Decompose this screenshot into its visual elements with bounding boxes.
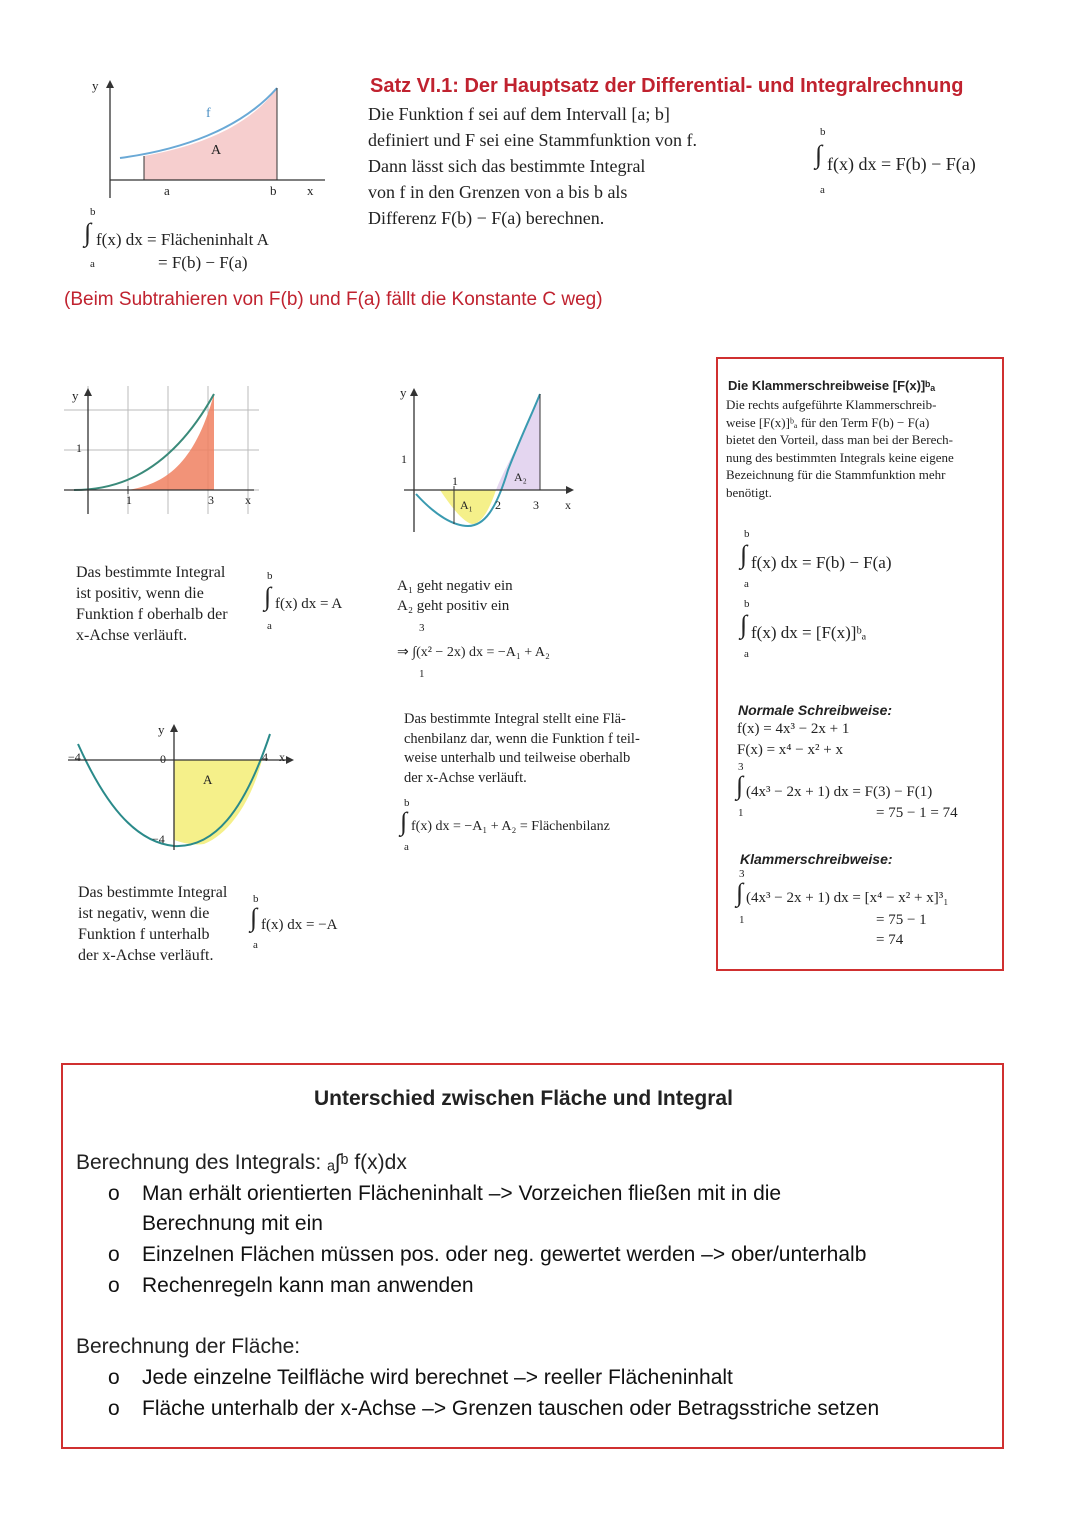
integral-sign: ∫: [264, 582, 272, 611]
integral-sign: ∫: [740, 610, 748, 639]
lower-limit: a: [253, 939, 258, 951]
upper-limit: b: [404, 797, 410, 809]
mixed-formula: [397, 622, 597, 680]
positive-line: Funktion f oberhalb der: [76, 606, 228, 623]
theorem-line: von f in den Grenzen von a bis b als: [368, 182, 628, 202]
bilanz-formula: [400, 797, 680, 855]
mixed-text: [397, 576, 513, 616]
constant-note: (Beim Subtrahieren von F(b) und F(a) fällt die Konstante C weg): [64, 289, 603, 310]
negative-formula: [250, 893, 360, 953]
graph-negative: [64, 722, 304, 854]
negative-line: Funktion f unterhalb: [78, 926, 210, 943]
integral-line2: = F(b) − F(a): [158, 253, 248, 272]
graph4-A-label: A: [203, 772, 213, 787]
graph-positive: [64, 386, 259, 514]
bracket-line: nung des bestimmten Integrals keine eigene: [726, 449, 954, 465]
upper-limit: 3: [738, 761, 744, 773]
bilanz-line: der x-Achse verläuft.: [404, 769, 527, 786]
bracket-line: Bezeichnung für die Stammfunktion mehr: [726, 467, 946, 482]
lower-limit: a: [90, 258, 95, 270]
integral-bullet: o Man erhält orientierten Flächeninhalt –> Vorzeichen fließen mit in die: [108, 1182, 782, 1205]
upper-limit: 3: [739, 868, 745, 880]
bracket-f2: f(x) dx = [F(x)]ᵇₐ: [751, 623, 867, 642]
theorem-line: Dann lässt sich das bestimmte Integral: [368, 156, 646, 176]
graph1-f-label: f: [206, 106, 211, 121]
upper-limit: b: [267, 570, 273, 582]
normal-f: f(x) = 4x³ − 2x + 1: [737, 721, 850, 737]
graph4-x-label: x: [279, 750, 285, 764]
bracket-f1: f(x) dx = F(b) − F(a): [751, 553, 892, 572]
lower-limit: a: [267, 620, 272, 632]
mixed-line1: A₁ geht negativ ein: [397, 578, 513, 594]
area-bullet: o Jede einzelne Teilfläche wird berechnet –> reeller Flächeninhalt: [108, 1366, 733, 1389]
graph3-tick-3: 3: [533, 498, 539, 512]
difference-title: Unterschied zwischen Fläche und Integral: [314, 1087, 733, 1110]
bilanz-formula-text: f(x) dx = −A₁ + A₂ = Flächenbilanz: [411, 819, 610, 834]
normal-F: F(x) = x⁴ − x² + x: [737, 742, 843, 758]
lower-limit: 1: [739, 914, 745, 926]
positive-line: x-Achse verläuft.: [76, 627, 188, 644]
normal-integral: [736, 761, 996, 821]
mixed-line2: A₂ geht positiv ein: [397, 598, 510, 614]
lower-limit: 1: [419, 668, 425, 680]
negative-line: Das bestimmte Integral: [78, 884, 228, 901]
bracket-line: benötigt.: [726, 484, 772, 500]
graph4-m4: −4: [68, 750, 81, 764]
positive-text: [76, 562, 248, 646]
klammer-title: Klammerschreibweise:: [740, 851, 893, 867]
graph3-ytick: 1: [401, 452, 407, 466]
graph3-tick-1: 1: [452, 474, 458, 488]
upper-limit: 3: [419, 622, 425, 634]
graph4-p4: 4: [262, 750, 268, 764]
graph2-x-label: x: [245, 493, 251, 507]
positive-line: ist positiv, wenn die: [76, 585, 204, 602]
integral-bullet-cont: Berechnung mit ein: [142, 1212, 323, 1235]
area-bullet: o Fläche unterhalb der x-Achse –> Grenzen tauschen oder Betragsstriche setzen: [108, 1397, 880, 1420]
bilanz-line: weise unterhalb und teilweise oberhalb: [404, 750, 631, 766]
negative-line: ist negativ, wenn die: [78, 905, 210, 922]
bracket-formula-2: [740, 598, 980, 664]
graph4-zero: 0: [160, 752, 166, 766]
lower-limit: 1: [738, 807, 744, 819]
graph4-y-label: y: [158, 722, 165, 737]
theorem-line: definiert und F sei eine Stammfunktion von f.: [368, 130, 697, 150]
bilanz-text: [404, 710, 694, 788]
theorem-text: [368, 101, 788, 231]
graph-area-under-curve: [80, 78, 330, 203]
klammer-integral: [736, 868, 998, 956]
lower-limit: a: [820, 184, 825, 196]
bracket-text: [726, 396, 991, 501]
negative-formula-text: f(x) dx = −A: [261, 917, 338, 933]
upper-limit: b: [744, 528, 750, 540]
integral-sign: ∫: [84, 218, 92, 247]
graph1-y-label: y: [92, 78, 99, 93]
bracket-formula-1: [740, 528, 980, 594]
normal-integral-text: (4x³ − 2x + 1) dx = F(3) − F(1): [746, 784, 933, 800]
integral-sign: ∫: [250, 903, 258, 932]
klammer-result: = 74: [876, 932, 904, 948]
graph-mixed: [396, 384, 576, 534]
theorem-line: Die Funktion f sei auf dem Intervall [a; b]: [368, 104, 670, 124]
graph2-ytick: 1: [76, 441, 82, 455]
graph1-b-label: b: [270, 183, 277, 198]
bracket-line: bietet den Vorteil, dass man bei der Berech-: [726, 432, 953, 447]
integral-line1: f(x) dx = Flächeninhalt A: [96, 230, 269, 249]
bracket-title: Die Klammerschreibweise [F(x)]ᵇₐ: [728, 378, 936, 393]
graph3-tick-2: 2: [495, 498, 501, 512]
normal-result: = 75 − 1 = 74: [876, 805, 958, 821]
positive-line: Das bestimmte Integral: [76, 564, 226, 581]
integral-bullet: o Rechenregeln kann man anwenden: [108, 1274, 474, 1297]
graph3-x-label: x: [565, 498, 571, 512]
integral-sign: ∫: [736, 878, 744, 907]
integral-sign: ∫: [736, 771, 744, 800]
positive-formula: [264, 570, 374, 632]
lower-limit: a: [744, 648, 749, 660]
graph2-tick-3: 3: [208, 493, 214, 507]
upper-limit: b: [90, 206, 96, 218]
bracket-line: weise [F(x)]ᵇₐ für den Term F(b) − F(a): [726, 414, 930, 430]
bilanz-line: chenbilanz dar, wenn die Funktion f teil-: [404, 730, 640, 747]
theorem-title: Satz VI.1: Der Hauptsatz der Differential- und Integralrechnung: [370, 75, 964, 97]
negative-text: [78, 882, 238, 966]
graph3-A2-label: A₂: [514, 470, 527, 484]
integral-sign: ∫: [740, 540, 748, 569]
graph2-tick-1: 1: [126, 493, 132, 507]
bracket-line: Die rechts aufgeführte Klammerschreib-: [726, 397, 937, 412]
mixed-formula-text: ⇒ ∫(x² − 2x) dx = −A₁ + A₂: [397, 645, 550, 660]
integral-bullet: o Einzelnen Flächen müssen pos. oder neg. gewertet werden –> ober/unterhalb: [108, 1243, 867, 1266]
upper-limit: b: [820, 126, 826, 138]
positive-formula-text: f(x) dx = A: [275, 596, 343, 612]
klammer-step: = 75 − 1: [876, 912, 927, 928]
theorem-formula-text: f(x) dx = F(b) − F(a): [827, 154, 976, 174]
normal-title: Normale Schreibweise:: [738, 702, 893, 718]
theorem-line: Differenz F(b) − F(a) berechnen.: [368, 208, 605, 228]
klammer-integral-text: (4x³ − 2x + 1) dx = [x⁴ − x² + x]³₁: [746, 890, 949, 906]
lower-limit: a: [404, 841, 409, 853]
area-heading: Berechnung der Fläche:: [76, 1335, 301, 1358]
bilanz-line: Das bestimmte Integral stellt eine Flä-: [404, 711, 626, 727]
upper-limit: b: [253, 893, 259, 905]
upper-limit: b: [744, 598, 750, 610]
graph1-A-label: A: [211, 143, 222, 158]
graph1-x-label: x: [307, 183, 314, 198]
integral-heading: Berechnung des Integrals: ₐ∫ᵇ f(x)dx: [76, 1151, 407, 1174]
lower-limit: a: [744, 578, 749, 590]
graph1-a-label: a: [164, 183, 170, 198]
theorem-formula: [815, 126, 1045, 198]
graph4-ym4: −4: [152, 832, 165, 846]
integral-sign: ∫: [815, 140, 823, 169]
negative-line: der x-Achse verläuft.: [78, 947, 214, 964]
integral-sign: ∫: [400, 807, 408, 836]
integral-area-formula: [84, 206, 364, 276]
graph3-y-label: y: [400, 385, 407, 400]
graph3-A1-label: A₁: [460, 498, 473, 512]
graph2-y-label: y: [72, 388, 79, 403]
